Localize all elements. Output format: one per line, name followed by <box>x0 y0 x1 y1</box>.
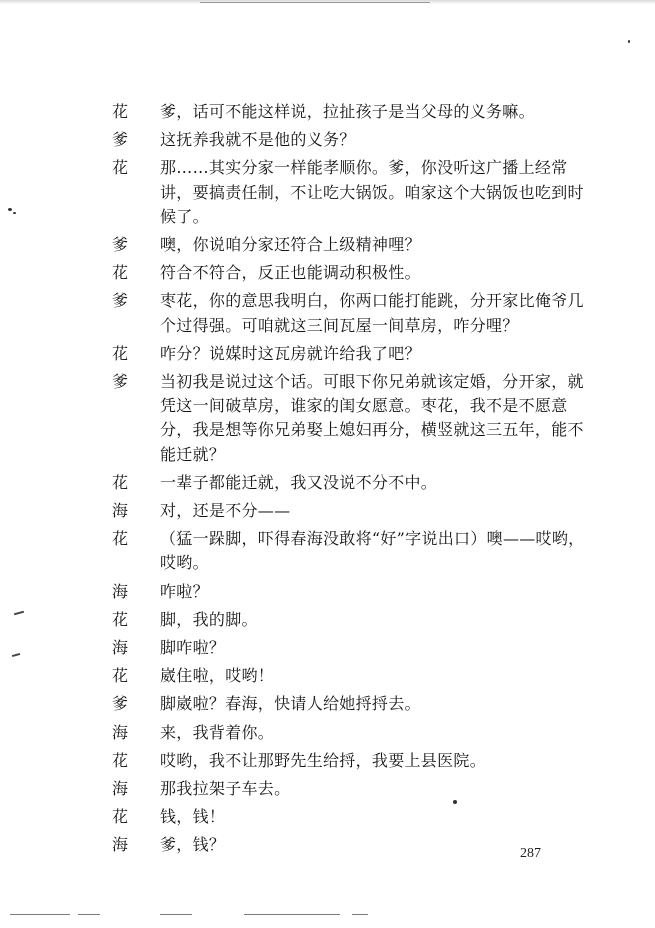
dialogue-line <box>104 471 594 495</box>
dialogue-line <box>104 100 594 124</box>
speech-text: 噢，你说咱分家还符合上级精神哩？ <box>160 235 421 255</box>
speech-text: 钱，钱！ <box>160 807 226 827</box>
speech-text: 这抚养我就不是他的义务？ <box>160 130 356 150</box>
speaker-label: 爹 <box>112 291 129 311</box>
speech-text: 崴住啦，哎哟！ <box>160 666 275 686</box>
dialogue-line <box>104 289 594 337</box>
speech-text: 脚崴啦？春海，快请人给她捋捋去。 <box>160 694 421 714</box>
speaker-label: 爹 <box>112 235 129 255</box>
speaker-label: 海 <box>112 722 129 742</box>
speaker-label: 花 <box>112 343 129 363</box>
speaker-label: 海 <box>112 501 129 521</box>
speaker-label: 爹 <box>112 372 129 392</box>
speech-text: （猛一跺脚，吓得春海没敢将“好”字说出口）噢——哎哟，哎哟。 <box>160 529 585 573</box>
speech-text: 一辈子都能迁就，我又没说不分不中。 <box>160 472 438 492</box>
speaker-label: 花 <box>112 263 129 283</box>
scan-top-rule <box>200 2 430 3</box>
scan-bottom-rule <box>352 914 368 915</box>
speech-text: 哎哟，我不让那野先生给捋，我要上县医院。 <box>160 750 487 770</box>
dialogue <box>104 100 594 858</box>
speech-text: 当初我是说过这个话。可眼下你兄弟就该定婚，分开家，就凭这一间破草房，谁家的闺女愿意。枣花，我不是不愿意分，我是想等你兄弟娶上媳妇再分，横竖就这三五年，能不能迁就？ <box>160 372 584 464</box>
dialogue-line <box>104 261 594 285</box>
scan-bottom-rule <box>160 914 192 915</box>
dialogue-line <box>104 233 594 257</box>
speech-text: 来，我背着你。 <box>160 722 275 742</box>
dialogue-line <box>104 342 594 366</box>
speaker-label: 海 <box>112 835 129 855</box>
dialogue-line <box>104 636 594 660</box>
speech-text: 爹，话可不能这样说，拉扯孩子是当父母的义务嘛。 <box>160 102 535 121</box>
speech-text: 符合不符合，反正也能调动积极性。 <box>160 263 421 283</box>
dialogue-line <box>104 664 594 688</box>
dialogue-line <box>104 692 594 716</box>
speech-text: 爹，钱？ <box>160 835 226 855</box>
dialogue-line <box>104 749 594 773</box>
speaker-label: 海 <box>112 581 129 601</box>
speaker-label: 海 <box>112 779 129 799</box>
speaker-label: 爹 <box>112 130 129 150</box>
speaker-label: 花 <box>112 472 129 492</box>
speech-text: 脚咋啦？ <box>160 638 226 658</box>
dialogue-line <box>104 608 594 632</box>
margin-mark <box>12 653 20 657</box>
speech-text: 枣花，你的意思我明白，你两口能打能跳，分开家比俺爷几个过得强。可咱就这三间瓦屋一间草房，咋分哩？ <box>160 291 584 335</box>
dialogue-line <box>104 156 594 229</box>
speech-text: 对，还是不分—— <box>160 501 291 521</box>
speaker-label: 花 <box>112 158 129 178</box>
dialogue-line <box>104 527 594 575</box>
speaker-label: 花 <box>112 807 129 827</box>
speech-text: 咋啦？ <box>160 581 209 601</box>
speaker-label: 花 <box>112 750 129 770</box>
dialogue-line <box>104 721 594 745</box>
speech-text: 脚，我的脚。 <box>160 609 258 629</box>
dialogue-line <box>104 805 594 829</box>
dialogue-line <box>104 580 594 604</box>
speaker-label: 花 <box>112 609 129 629</box>
speaker-label: 花 <box>112 529 129 549</box>
speech-text: 那……其实分家一样能孝顺你。爹，你没听这广播上经常讲，要搞责任制，不让吃大锅饭。咱家这个大锅饭也吃到时候了。 <box>160 158 584 226</box>
dialogue-line <box>104 777 594 801</box>
speech-text: 咋分？说媒时这瓦房就许给我了吧？ <box>160 343 421 363</box>
scan-bottom-rule <box>244 914 340 915</box>
margin-mark <box>14 611 24 616</box>
scan-bottom-rule <box>78 914 100 915</box>
dialogue-line <box>104 499 594 523</box>
scan-speck <box>13 212 16 214</box>
page-number: 287 <box>520 846 541 861</box>
speech-text: 那我拉架子车去。 <box>160 779 291 799</box>
speaker-label: 海 <box>112 638 129 658</box>
speaker-label: 花 <box>112 102 129 121</box>
scan-speck <box>8 208 12 211</box>
dialogue-line <box>104 370 594 467</box>
scan-speck <box>628 40 630 43</box>
scan-bottom-rule <box>10 914 70 915</box>
dialogue-line <box>104 128 594 152</box>
speaker-label: 花 <box>112 666 129 686</box>
speaker-label: 爹 <box>112 694 129 714</box>
